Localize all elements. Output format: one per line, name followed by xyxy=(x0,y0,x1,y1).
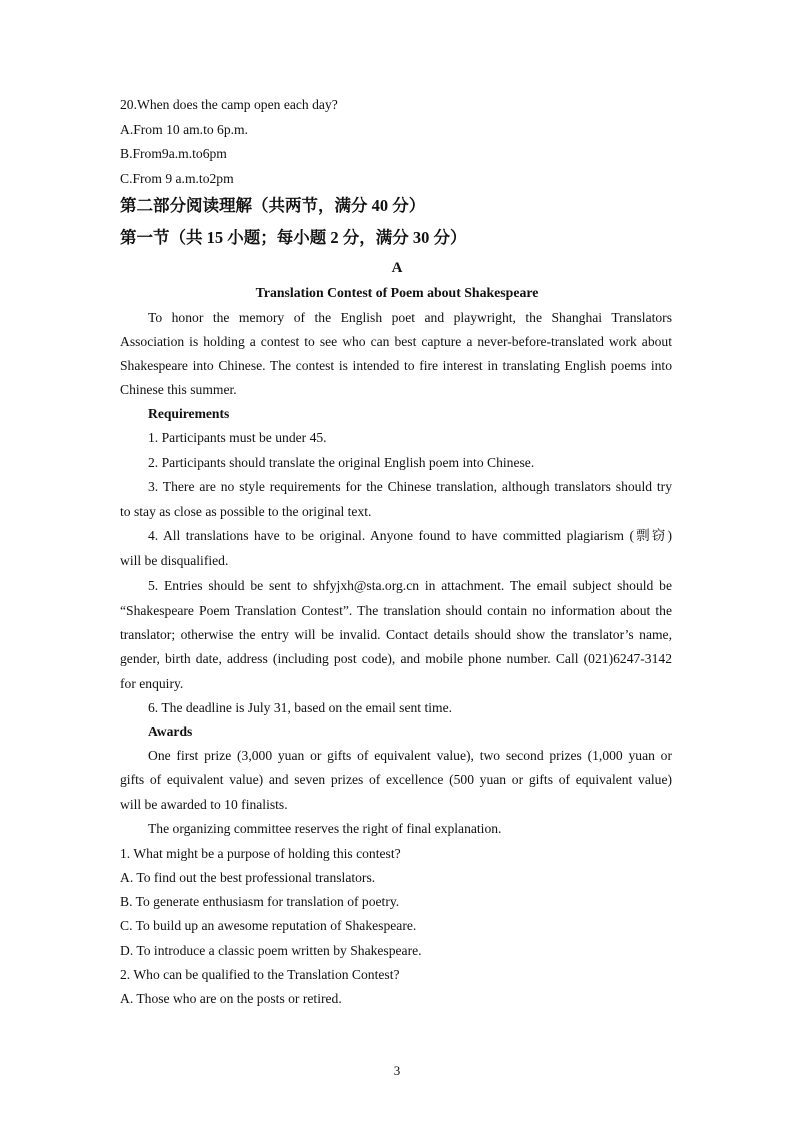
requirement-4-line-2: will be disqualified. xyxy=(120,553,229,568)
page-number: 3 xyxy=(393,1063,401,1078)
q2-option-a: A. Those who are on the posts or retired. xyxy=(120,991,342,1006)
q1-option-d: D. To introduce a classic poem written by Shakespeare. xyxy=(120,943,422,958)
q1-option-c: C. To build up an awesome reputation of Shakespeare. xyxy=(120,918,417,933)
q1-option-a: A. To find out the best professional translators. xyxy=(120,870,376,885)
awards-heading: Awards xyxy=(148,724,193,739)
requirement-5-line-2: “Shakespeare Poem Translation Contest”. The translation should contain no information about the xyxy=(120,603,672,618)
requirement-3-line-2: to stay as close as possible to the original text. xyxy=(120,504,372,519)
requirement-5-line-5: for enquiry. xyxy=(120,676,184,691)
intro-line-2: Association is holding a contest to see who can best capture a never-before-translated work about xyxy=(120,334,672,349)
passage-title: Translation Contest of Poem about Shakespeare xyxy=(255,285,539,300)
intro-line-1: To honor the memory of the English poet and playwright, the Shanghai Translators xyxy=(148,310,672,325)
q20-stem: 20.When does the camp open each day? xyxy=(120,97,338,112)
requirement-5-line-3: translator; otherwise the entry will be invalid. Contact details should show the translator’s name, xyxy=(120,627,672,642)
q20-option-b: B.From9a.m.to6pm xyxy=(120,146,227,161)
q1-stem: 1. What might be a purpose of holding this contest? xyxy=(120,846,401,861)
closing-statement: The organizing committee reserves the right of final explanation. xyxy=(148,821,502,836)
awards-line-3: will be awarded to 10 finalists. xyxy=(120,797,288,812)
part2-heading: 第二部分阅读理解（共两节，满分 40 分） xyxy=(120,196,426,215)
q1-option-b: B. To generate enthusiasm for translation of poetry. xyxy=(120,894,400,909)
requirement-6: 6. The deadline is July 31, based on the email sent time. xyxy=(148,700,453,715)
awards-line-1: One first prize (3,000 yuan or gifts of equivalent value), two second prizes (1,000 yuan or xyxy=(148,748,672,763)
section1-heading: 第一节（共 15 小题；每小题 2 分，满分 30 分） xyxy=(120,228,467,247)
requirements-heading: Requirements xyxy=(148,406,230,421)
passage-letter: A xyxy=(391,260,403,276)
requirement-5-line-1: 5. Entries should be sent to shfyjxh@sta.org.cn in attachment. The email subject should be xyxy=(148,578,672,593)
requirement-3-line-1: 3. There are no style requirements for the Chinese translation, although translators should try xyxy=(148,479,672,494)
intro-line-3: Shakespeare into Chinese. The contest is intended to fire interest in translating English poems into xyxy=(120,358,672,373)
requirement-2: 2. Participants should translate the original English poem into Chinese. xyxy=(148,455,535,470)
intro-line-4: Chinese this summer. xyxy=(120,382,237,397)
q20-option-a: A.From 10 am.to 6p.m. xyxy=(120,122,249,137)
awards-line-2: gifts of equivalent value) and seven prizes of excellence (500 yuan or gifts of equivalent value) xyxy=(120,772,672,787)
requirement-5-line-4: gender, birth date, address (including post code), and mobile phone number. Call (021)6247-3142 xyxy=(120,651,672,666)
requirement-4-line-1: 4. All translations have to be original. Anyone found to have committed plagiarism (剽窃) xyxy=(148,528,672,543)
requirement-1: 1. Participants must be under 45. xyxy=(148,430,327,445)
q2-stem: 2. Who can be qualified to the Translation Contest? xyxy=(120,967,400,982)
q20-option-c: C.From 9 a.m.to2pm xyxy=(120,171,234,186)
